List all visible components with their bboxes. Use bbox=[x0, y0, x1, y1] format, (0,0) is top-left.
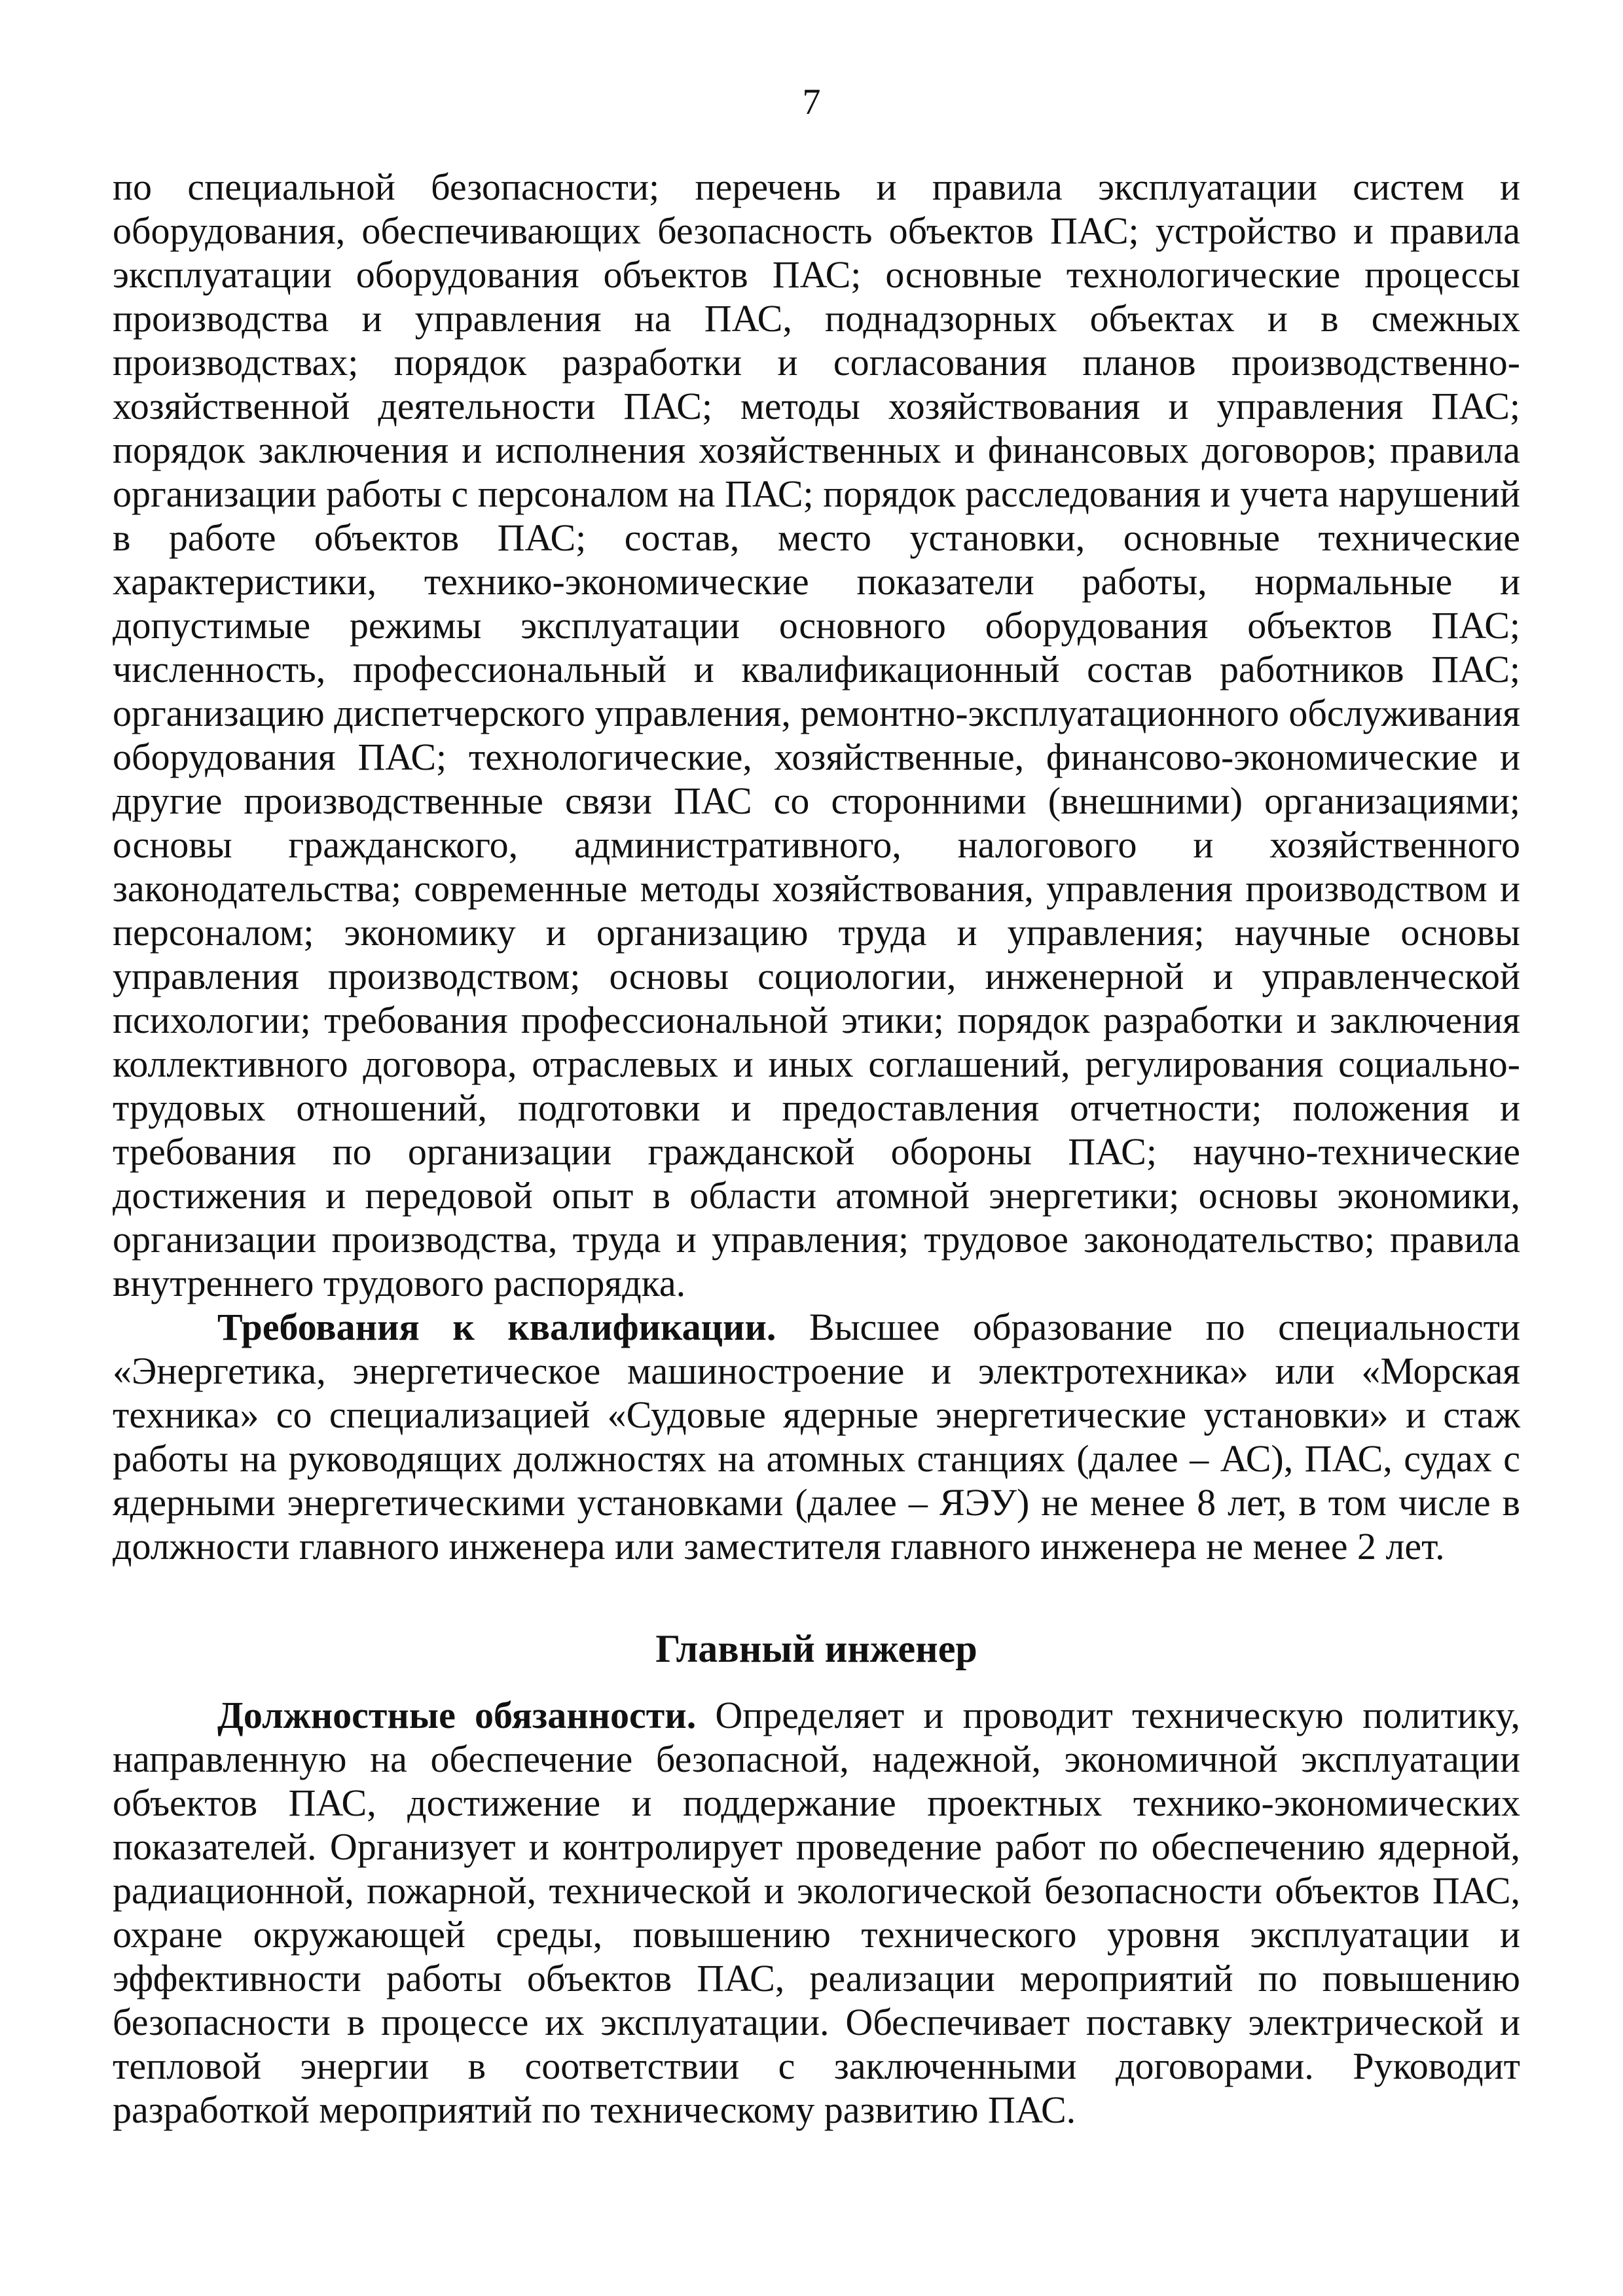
page-number: 7 bbox=[802, 82, 821, 122]
section-title: Главный инженер bbox=[655, 1627, 977, 1670]
qualification-paragraph bbox=[113, 1305, 1520, 1568]
qualification-heading: Требования к квалификации. bbox=[217, 1306, 776, 1348]
duties-heading: Должностные обязанности. bbox=[217, 1694, 697, 1736]
qualification-text: Высшее образование по специальности «Энергетика, энергетическое машиностроение и электротехника» или «Морская техника» со специализацией «Судовые ядерные энергетические установки» и стаж работы на руководящих должностях на атомных станциях (далее – АС), ПАС, судах с ядерными энергетическими установками (далее – ЯЭУ) не менее 8 лет, в том числе в должности главного инженера или заместителя главного инженера не менее 2 лет. bbox=[113, 1306, 1520, 1568]
continuation-paragraph: по специальной безопасности; перечень и правила эксплуатации систем и оборудования, обеспечивающих безопасность объектов ПАС; устройство и правила эксплуатации оборудования объектов ПАС; основные технологические процессы производства и управления на ПАС, поднадзорных объектах и в смежных производствах; порядок разработки и согласования планов производственно-хозяйственной деятельности ПАС; методы хозяйствования и управления ПАС; порядок заключения и исполнения хозяйственных и финансовых договоров; правила организации работы с персоналом на ПАС; порядок расследования и учета нарушений в работе объектов ПАС; состав, место установки, основные технические характеристики, технико-экономические показатели работы, нормальные и допустимые режимы эксплуатации основного оборудования объектов ПАС; численность, профессиональный и квалификационный состав работников ПАС; организацию диспетчерского управления, ремонтно-эксплуатационного обслуживания оборудования ПАС; технологические, хозяйственные, финансово-экономические и другие производственные связи ПАС со сторонними (внешними) организациями; основы гражданского, административного, налогового и хозяйственного законодательства; современные методы хозяйствования, управления производством и персоналом; экономику и организацию труда и управления; научные основы управления производством; основы социологии, инженерной и управленческой психологии; требования профессиональной этики; порядок разработки и заключения коллективного договора, отраслевых и иных соглашений, регулирования социально-трудовых отношений, подготовки и предоставления отчетности; положения и требования по организации гражданской обороны ПАС; научно-технические достижения и передовой опыт в области атомной энергетики; основы экономики, организации производства, труда и управления; трудовое законодательство; правила внутреннего трудового распорядка. bbox=[113, 166, 1520, 1304]
document-body bbox=[113, 165, 1520, 2132]
duties-paragraph bbox=[113, 1693, 1520, 2132]
duties-text: Определяет и проводит техническую политику, направленную на обеспечение безопасной, надежной, экономичной эксплуатации объектов ПАС, достижение и поддержание проектных технико-экономических показателей. Организует и контролирует проведение работ по обеспечению ядерной, радиационной, пожарной, технической и экологической безопасности объектов ПАС, охране окружающей среды, повышению технического уровня эксплуатации и эффективности работы объектов ПАС, реализации мероприятий по повышению безопасности в процессе их эксплуатации. Обеспечивает поставку электрической и тепловой энергии в соответствии с заключенными договорами. Руководит разработкой мероприятий по техническому развитию ПАС. bbox=[113, 1694, 1521, 2131]
